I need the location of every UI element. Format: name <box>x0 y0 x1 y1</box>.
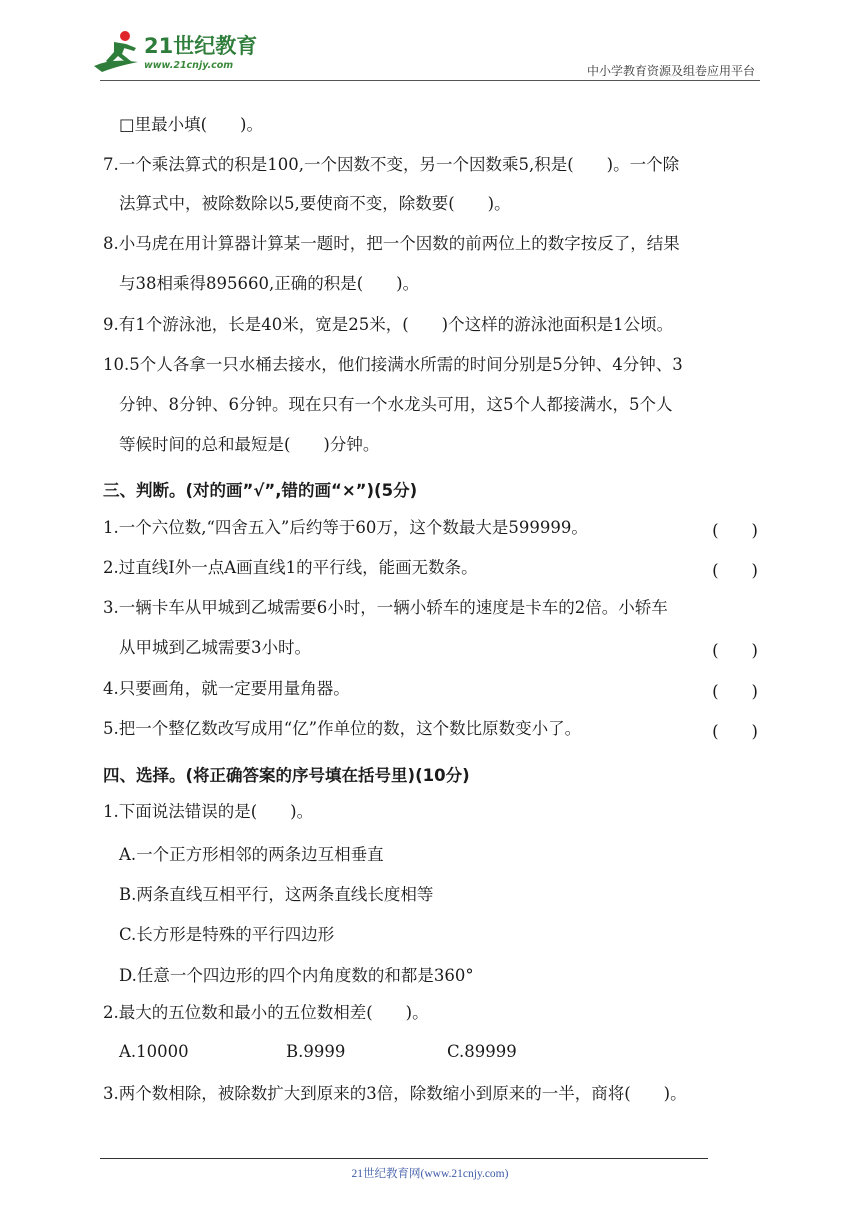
choice-q1-option-d: D.任意一个四边形的四个内角度数的和都是360° <box>119 966 474 985</box>
judge-q3-line1: 3.一辆卡车从甲城到乙城需要6小时，一辆小轿车的速度是卡车的2倍。小轿车 <box>103 598 668 617</box>
header-divider <box>100 80 760 81</box>
logo-url-text: www.21cnjy.com <box>144 60 234 71</box>
judge-q3-answer-parens: ( ) <box>712 641 758 660</box>
choice-q2-option-c: C.89999 <box>447 1042 517 1061</box>
section3-title: 三、判断。(对的画ˮ√ˮ,错的画“×ˮ)(5分) <box>103 481 418 500</box>
choice-q2-option-b: B.9999 <box>286 1042 346 1061</box>
judge-q5: 5.把一个整亿数改写成用“亿”作单位的数，这个数比原数变小了。 <box>103 719 582 738</box>
footer-divider <box>100 1158 708 1159</box>
q10-line1: 10.5个人各拿一只水桶去接水，他们接满水所需的时间分别是5分钟、4分钟、3 <box>103 355 683 374</box>
judge-q1: 1.一个六位数,“四舍五入”后约等于60万，这个数最大是599999。 <box>103 518 588 537</box>
judge-q5-answer-parens: ( ) <box>712 722 758 741</box>
judge-q3-line2: 从甲城到乙城需要3小时。 <box>119 638 311 657</box>
q8-line2: 与38相乘得895660,正确的积是( )。 <box>119 274 420 293</box>
q6-continuation: □里最小填( )。 <box>119 115 263 134</box>
judge-q1-answer-parens: ( ) <box>712 521 758 540</box>
judge-q4: 4.只要画角，就一定要用量角器。 <box>103 679 350 698</box>
logo-brand-text: 21世纪教育 <box>144 34 258 58</box>
runner-logo-icon <box>92 28 144 76</box>
q9-line: 9.有1个游泳池，长是40米，宽是25米，( )个这样的游泳池面积是1公顷。 <box>103 315 674 334</box>
footer-text: 21世纪教育网(www.21cnjy.com) <box>351 1168 509 1180</box>
q8-line1: 8.小马虎在用计算器计算某一题时，把一个因数的前两位上的数字按反了，结果 <box>103 234 680 253</box>
q7-line1: 7.一个乘法算式的积是100,一个因数不变，另一个因数乘5,积是( )。一个除 <box>103 155 680 174</box>
judge-q4-answer-parens: ( ) <box>712 682 758 701</box>
header-platform-text: 中小学教育资源及组卷应用平台 <box>586 64 755 78</box>
judge-q2-answer-parens: ( ) <box>712 561 758 580</box>
choice-q1-option-c: C.长方形是特殊的平行四边形 <box>119 925 335 944</box>
choice-q3: 3.两个数相除，被除数扩大到原来的3倍，除数缩小到原来的一半，商将( )。 <box>103 1084 687 1103</box>
choice-q1: 1.下面说法错误的是( )。 <box>103 802 314 821</box>
choice-q1-option-a: A.一个正方形相邻的两条边互相垂直 <box>119 845 384 864</box>
choice-q2-option-a: A.10000 <box>119 1042 189 1061</box>
choice-q1-option-b: B.两条直线互相平行，这两条直线长度相等 <box>119 885 434 904</box>
logo <box>92 28 272 78</box>
q10-line2: 分钟、8分钟、6分钟。现在只有一个水龙头可用，这5个人都接满水，5个人 <box>119 395 673 414</box>
choice-q2: 2.最大的五位数和最小的五位数相差( )。 <box>103 1003 429 1022</box>
judge-q2: 2.过直线I外一点A画直线1的平行线，能画无数条。 <box>103 558 478 577</box>
q7-line2: 法算式中，被除数除以5,要使商不变，除数要( )。 <box>119 194 511 213</box>
page-header <box>0 0 860 90</box>
section4-title: 四、选择。(将正确答案的序号填在括号里)(10分) <box>103 766 470 785</box>
q10-line3: 等候时间的总和最短是( )分钟。 <box>119 435 380 454</box>
